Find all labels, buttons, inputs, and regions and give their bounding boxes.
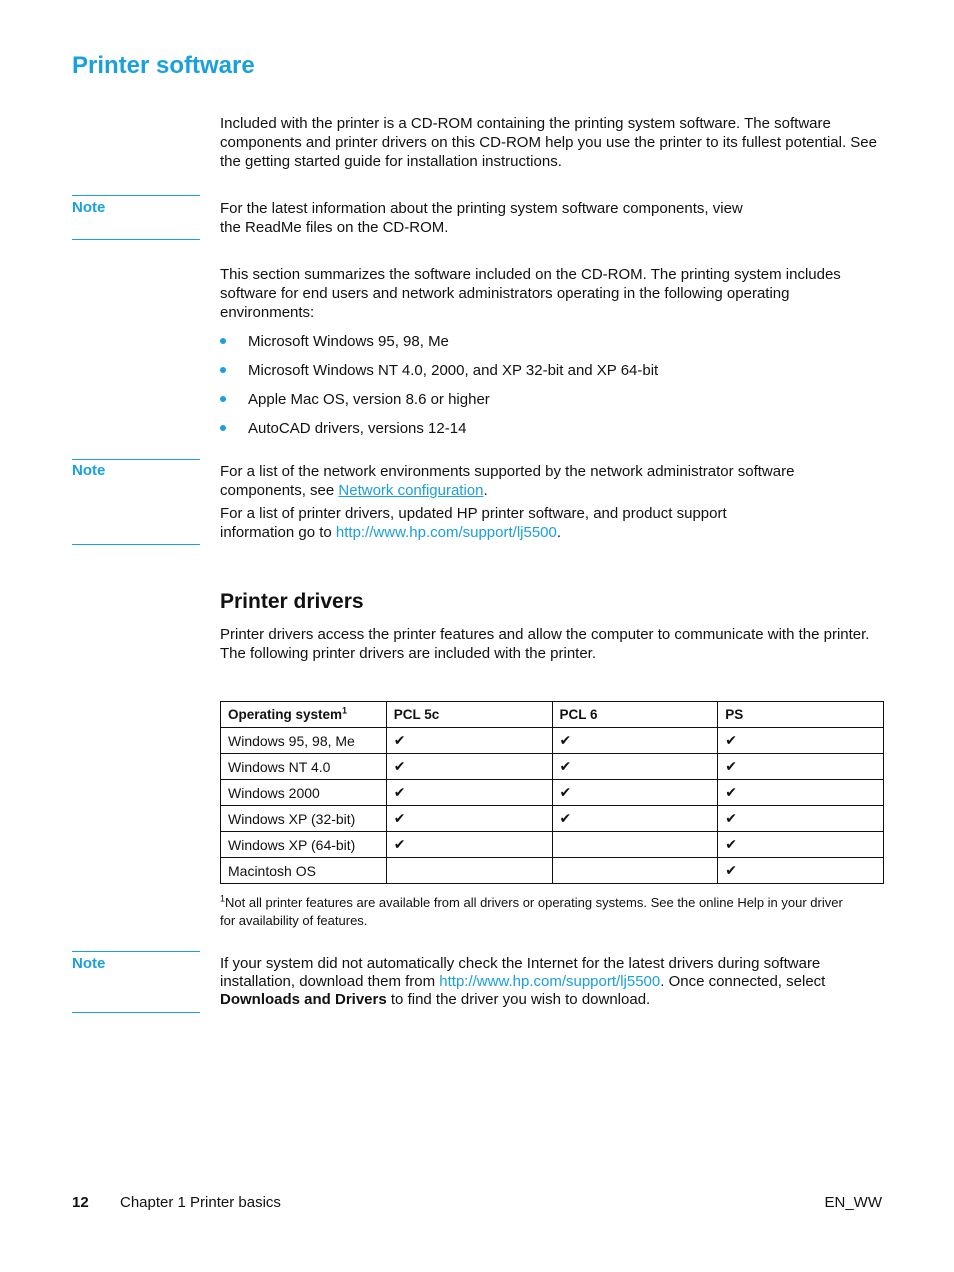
bullet-icon [220, 396, 226, 402]
note-top-rule [72, 195, 200, 196]
column-header-pcl6: PCL 6 [552, 702, 718, 728]
check-icon: ✔ [386, 728, 552, 754]
table-footnote: $^1$Not all printer features are available from all drivers or operating systems. See the online Help in your driver for availability of features. [220, 893, 843, 928]
os-cell: Windows 95, 98, Me [221, 728, 387, 754]
note-text: For a list of printer drivers, updated HP printer software, and product support information go to http://www.hp.com/support/lj5500. [220, 505, 727, 541]
check-icon: ✔ [552, 728, 718, 754]
os-cell: Windows XP (64-bit) [221, 832, 387, 858]
bullet-icon [220, 367, 226, 373]
note-label: Note [72, 199, 106, 216]
check-icon: ✔ [386, 780, 552, 806]
check-icon: ✔ [718, 806, 884, 832]
note-bottom-rule [72, 1012, 200, 1013]
network-configuration-link[interactable]: Network configuration [338, 482, 484, 499]
note-top-rule [72, 951, 200, 952]
table-row [221, 832, 884, 858]
check-icon [552, 858, 718, 884]
table-row [221, 728, 884, 754]
bullet-icon [220, 425, 226, 431]
os-cell: Windows NT 4.0 [221, 754, 387, 780]
drivers-intro: Printer drivers access the printer features and allow the computer to communicate with the printer. The following printer drivers are included with the printer. [220, 626, 870, 662]
note-label: Note [72, 955, 106, 972]
summary-paragraph: This section summarizes the software included on the CD-ROM. The printing system includes software for end users and network administrators operating in the following operating environments: [220, 266, 841, 321]
page-title: Printer software [72, 52, 255, 79]
note-label: Note [72, 462, 106, 479]
note-bottom-rule [72, 239, 200, 240]
column-header-pcl5c: PCL 5c [386, 702, 552, 728]
hp-support-link[interactable]: http://www.hp.com/support/lj5500 [439, 973, 661, 990]
check-icon: ✔ [552, 780, 718, 806]
page-number: 12 [72, 1194, 89, 1211]
table-row [221, 806, 884, 832]
bullet-icon [220, 338, 226, 344]
chapter-title: Chapter 1 Printer basics [120, 1194, 281, 1211]
check-icon: ✔ [718, 728, 884, 754]
os-cell: Windows XP (32-bit) [221, 806, 387, 832]
check-icon: ✔ [552, 754, 718, 780]
os-cell: Macintosh OS [221, 858, 387, 884]
note-text: For the latest information about the printing system software components, view the ReadMe files on the CD-ROM. [220, 200, 743, 236]
check-icon: ✔ [718, 832, 884, 858]
note-text: For a list of the network environments supported by the network administrator software components, see Network configuration. [220, 463, 795, 499]
note-text: If your system did not automatically check the Internet for the latest drivers during software installation, download them from http://www.hp.com/support/lj5500. Once connected, select Downloads and Drivers to find the driver you wish to download. [220, 955, 826, 1008]
note-bottom-rule [72, 544, 200, 545]
check-icon: ✔ [718, 780, 884, 806]
table-row [221, 780, 884, 806]
locale-code: EN_WW [824, 1194, 882, 1211]
column-header-ps: PS [718, 702, 884, 728]
check-icon: ✔ [552, 806, 718, 832]
table-header-row [221, 702, 884, 728]
table-row [221, 754, 884, 780]
check-icon: ✔ [386, 832, 552, 858]
check-icon [552, 832, 718, 858]
hp-support-link[interactable]: http://www.hp.com/support/lj5500 [335, 524, 557, 541]
check-icon: ✔ [718, 754, 884, 780]
note-top-rule [72, 459, 200, 460]
table-row [221, 858, 884, 884]
intro-paragraph: Included with the printer is a CD-ROM containing the printing system software. The software components and printer drivers on this CD-ROM help you use the printer to its fullest potential. See the getting started guide for installation instructions. [220, 115, 877, 170]
drivers-table [220, 701, 884, 884]
footnote-mark: 1 [220, 893, 226, 904]
check-icon: ✔ [718, 858, 884, 884]
column-header-os: Operating system$^1$ [221, 702, 387, 728]
check-icon: ✔ [386, 806, 552, 832]
downloads-and-drivers-label: Downloads and Drivers [220, 991, 387, 1008]
footnote-mark: 1 [342, 705, 348, 716]
section-heading: Printer drivers [220, 590, 364, 613]
check-icon: ✔ [386, 754, 552, 780]
check-icon [386, 858, 552, 884]
os-cell: Windows 2000 [221, 780, 387, 806]
